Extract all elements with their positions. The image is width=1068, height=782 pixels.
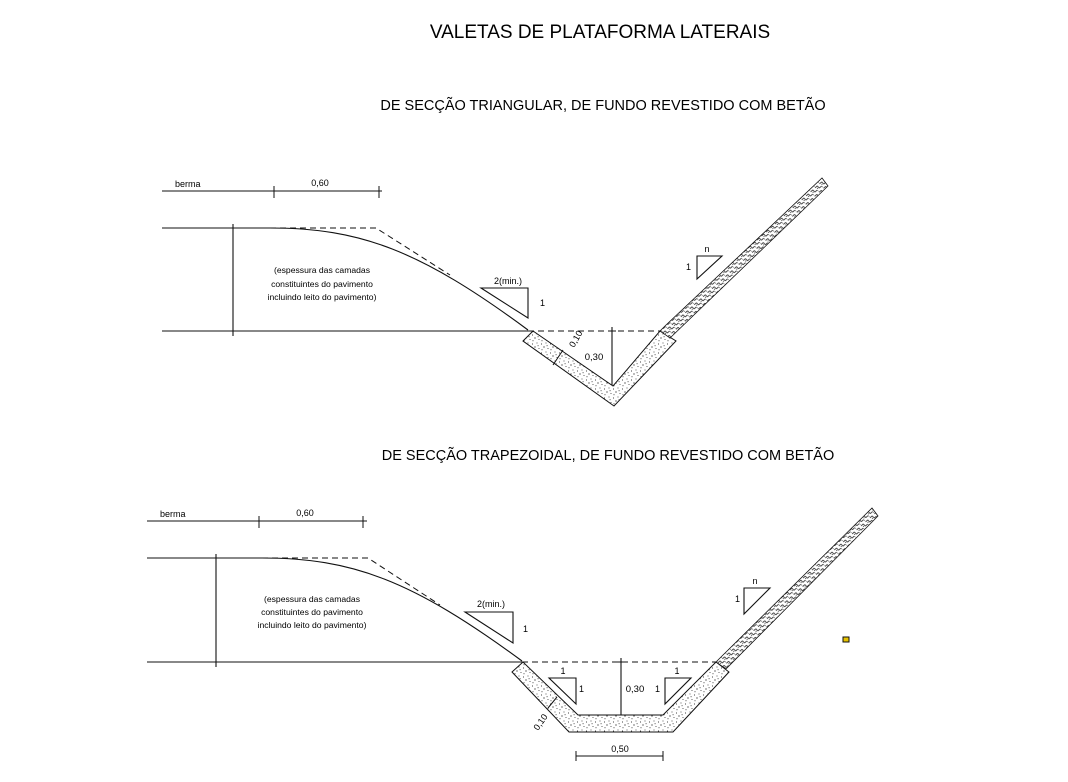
pavement-note-line: constituintes do pavimento: [271, 279, 373, 289]
slope-left-vertical: 1: [523, 624, 529, 634]
inner-slope-left-vertical: 1: [579, 684, 585, 694]
depth-dim: 0,30: [625, 684, 645, 695]
main-title: VALETAS DE PLATAFORMA LATERAIS: [429, 22, 771, 43]
berma-width-dim: 0,60: [311, 178, 329, 188]
slope-left-horizontal: 2(min.): [493, 276, 523, 286]
pavement-note-line: incluindo leito do pavimento): [267, 292, 377, 302]
berma-width-dim: 0,60: [296, 508, 314, 518]
thickness-dim: 0,10: [567, 328, 585, 349]
slope-right-vertical: 1: [686, 262, 692, 272]
pavement-note-line: incluindo leito do pavimento): [257, 620, 367, 630]
slope-right-vertical: 1: [735, 594, 741, 604]
inner-slope-right-horizontal: 1: [674, 666, 680, 676]
slope-right-horizontal: n: [752, 576, 758, 586]
pavement-note-line: constituintes do pavimento: [261, 607, 363, 617]
depth-dim: 0,30: [584, 352, 604, 363]
berma-label: berma: [175, 179, 201, 189]
concrete-lining: [523, 328, 676, 406]
grip-marker[interactable]: [843, 637, 849, 642]
bottom-width-dim: 0,50: [611, 744, 629, 754]
thickness-dim: 0,10: [531, 712, 550, 733]
berma-label: berma: [160, 509, 186, 519]
section-subtitle: DE SECÇÃO TRIANGULAR, DE FUNDO REVESTIDO COM BETÃO: [380, 98, 826, 114]
slope-lining: [660, 178, 828, 338]
section-trapezoidal: [147, 447, 878, 761]
section-subtitle: DE SECÇÃO TRAPEZOIDAL, DE FUNDO REVESTIDO COM BETÃO: [381, 448, 835, 464]
slope-left-horizontal: 2(min.): [476, 599, 506, 609]
slope-lining: [716, 508, 878, 669]
inner-slope-right-vertical: 1: [655, 684, 661, 694]
slope-right-horizontal: n: [704, 244, 710, 254]
inner-slope-left-horizontal: 1: [560, 666, 566, 676]
pavement-note-line: (espessura das camadas: [273, 265, 371, 275]
slope-left-vertical: 1: [540, 298, 546, 308]
section-triangular: [162, 97, 828, 406]
pavement-note-line: (espessura das camadas: [263, 594, 361, 604]
